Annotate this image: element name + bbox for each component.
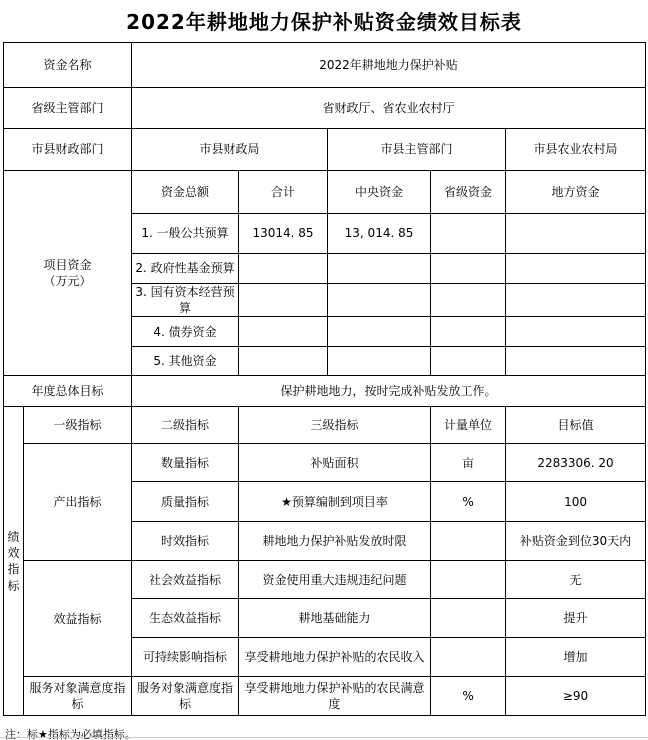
output-indicator-label: 产出指标 xyxy=(24,444,132,561)
indicator-header-row xyxy=(4,407,646,444)
city-dept-value: 市县农业农村局 xyxy=(506,129,646,171)
satisfaction-l1: 服务对象满意度指标 xyxy=(24,677,132,716)
provincial-dept-label: 省级主管部门 xyxy=(4,88,132,129)
city-dept-row xyxy=(4,129,646,171)
fund-row-name: 2. 政府性基金预算 xyxy=(132,254,239,284)
project-funds-label-line1: 项目资金 xyxy=(43,258,92,272)
fund-row-local xyxy=(506,317,646,347)
bottom-divider xyxy=(0,737,648,738)
fund-row-name: 3. 国有资本经营预算 xyxy=(132,284,239,317)
indicator-row-social xyxy=(4,561,646,599)
satisfaction-target: ≥90 xyxy=(506,677,646,716)
satisfaction-l3: 享受耕地地力保护补贴的农民满意度 xyxy=(239,677,431,716)
performance-target-table xyxy=(3,42,646,716)
indicator-target: 2283306. 20 xyxy=(506,444,646,482)
indicator-unit xyxy=(431,522,506,561)
fund-row-central xyxy=(328,317,431,347)
fund-row-provincial xyxy=(431,284,506,317)
indicator-col-level1: 一级指标 xyxy=(24,407,132,444)
fund-row-local xyxy=(506,347,646,376)
fund-row-sum xyxy=(239,254,328,284)
indicator-l3: 耕地基础能力 xyxy=(239,599,431,638)
indicator-l3: 享受耕地地力保护补贴的农民收入 xyxy=(239,638,431,677)
page-title: 2022年耕地地力保护补贴资金绩效目标表 xyxy=(126,10,522,34)
fund-row-central xyxy=(328,347,431,376)
indicator-unit xyxy=(431,638,506,677)
indicator-col-level2: 二级指标 xyxy=(132,407,239,444)
provincial-dept-row xyxy=(4,88,646,129)
indicator-l3: ★预算编制到项目率 xyxy=(239,482,431,522)
indicator-l2: 质量指标 xyxy=(132,482,239,522)
indicator-l3: 耕地地力保护补贴发放时限 xyxy=(239,522,431,561)
fund-row-local xyxy=(506,284,646,317)
indicator-unit: % xyxy=(431,482,506,522)
fund-name-label: 资金名称 xyxy=(4,43,132,88)
funds-col-provincial: 省级资金 xyxy=(431,171,506,214)
project-funds-label-line2: （万元） xyxy=(43,274,92,289)
fund-row-provincial xyxy=(431,347,506,376)
fund-row-provincial xyxy=(431,254,506,284)
indicator-unit xyxy=(431,561,506,599)
fund-row-name: 5. 其他资金 xyxy=(132,347,239,376)
funds-col-sum: 合计 xyxy=(239,171,328,214)
provincial-dept-value: 省财政厅、省农业农村厅 xyxy=(132,88,646,129)
funds-col-total: 资金总额 xyxy=(132,171,239,214)
annual-goal-row xyxy=(4,376,646,407)
city-dept-label: 市县主管部门 xyxy=(328,129,506,171)
indicator-target: 提升 xyxy=(506,599,646,638)
city-finance-label: 市县财政部门 xyxy=(4,129,132,171)
indicator-unit xyxy=(431,599,506,638)
indicator-target: 100 xyxy=(506,482,646,522)
fund-row-name: 4. 债券资金 xyxy=(132,317,239,347)
city-finance-value: 市县财政局 xyxy=(132,129,328,171)
indicator-row-quantity xyxy=(4,444,646,482)
indicator-target: 补贴资金到位30天内 xyxy=(506,522,646,561)
fund-row-name: 1. 一般公共预算 xyxy=(132,214,239,254)
fund-row-sum xyxy=(239,347,328,376)
satisfaction-unit: % xyxy=(431,677,506,716)
footnote: 注：标★指标为必填指标。 xyxy=(5,728,136,740)
indicator-l3: 资金使用重大违规违纪问题 xyxy=(239,561,431,599)
fund-name-value: 2022年耕地地力保护补贴 xyxy=(132,43,646,88)
fund-row-provincial xyxy=(431,317,506,347)
indicator-l2: 可持续影响指标 xyxy=(132,638,239,677)
indicator-col-unit: 计量单位 xyxy=(431,407,506,444)
fund-row-central xyxy=(328,284,431,317)
indicator-l3: 补贴面积 xyxy=(239,444,431,482)
indicator-l2: 数量指标 xyxy=(132,444,239,482)
annual-goal-label: 年度总体目标 xyxy=(4,376,132,407)
indicator-l2: 时效指标 xyxy=(132,522,239,561)
indicator-col-target: 目标值 xyxy=(506,407,646,444)
fund-row-sum xyxy=(239,317,328,347)
indicator-target: 无 xyxy=(506,561,646,599)
funds-col-central: 中央资金 xyxy=(328,171,431,214)
fund-name-row xyxy=(4,43,646,88)
indicator-side-label: 绩效指标 xyxy=(4,407,24,716)
indicator-target: 增加 xyxy=(506,638,646,677)
fund-row-central: 13, 014. 85 xyxy=(328,214,431,254)
indicator-l2: 社会效益指标 xyxy=(132,561,239,599)
fund-row-sum: 13014. 85 xyxy=(239,214,328,254)
project-funds-label xyxy=(4,171,132,376)
indicator-row-satisfaction xyxy=(4,677,646,716)
annual-goal-value: 保护耕地地力，按时完成补贴发放工作。 xyxy=(132,376,646,407)
benefit-indicator-label: 效益指标 xyxy=(24,561,132,677)
fund-row-provincial xyxy=(431,214,506,254)
funds-header-row xyxy=(4,171,646,214)
fund-row-sum xyxy=(239,284,328,317)
indicator-col-level3: 三级指标 xyxy=(239,407,431,444)
fund-row-local xyxy=(506,254,646,284)
satisfaction-l2: 服务对象满意度指标 xyxy=(132,677,239,716)
fund-row-local xyxy=(506,214,646,254)
fund-row-central xyxy=(328,254,431,284)
indicator-l2: 生态效益指标 xyxy=(132,599,239,638)
funds-col-local: 地方资金 xyxy=(506,171,646,214)
indicator-unit: 亩 xyxy=(431,444,506,482)
